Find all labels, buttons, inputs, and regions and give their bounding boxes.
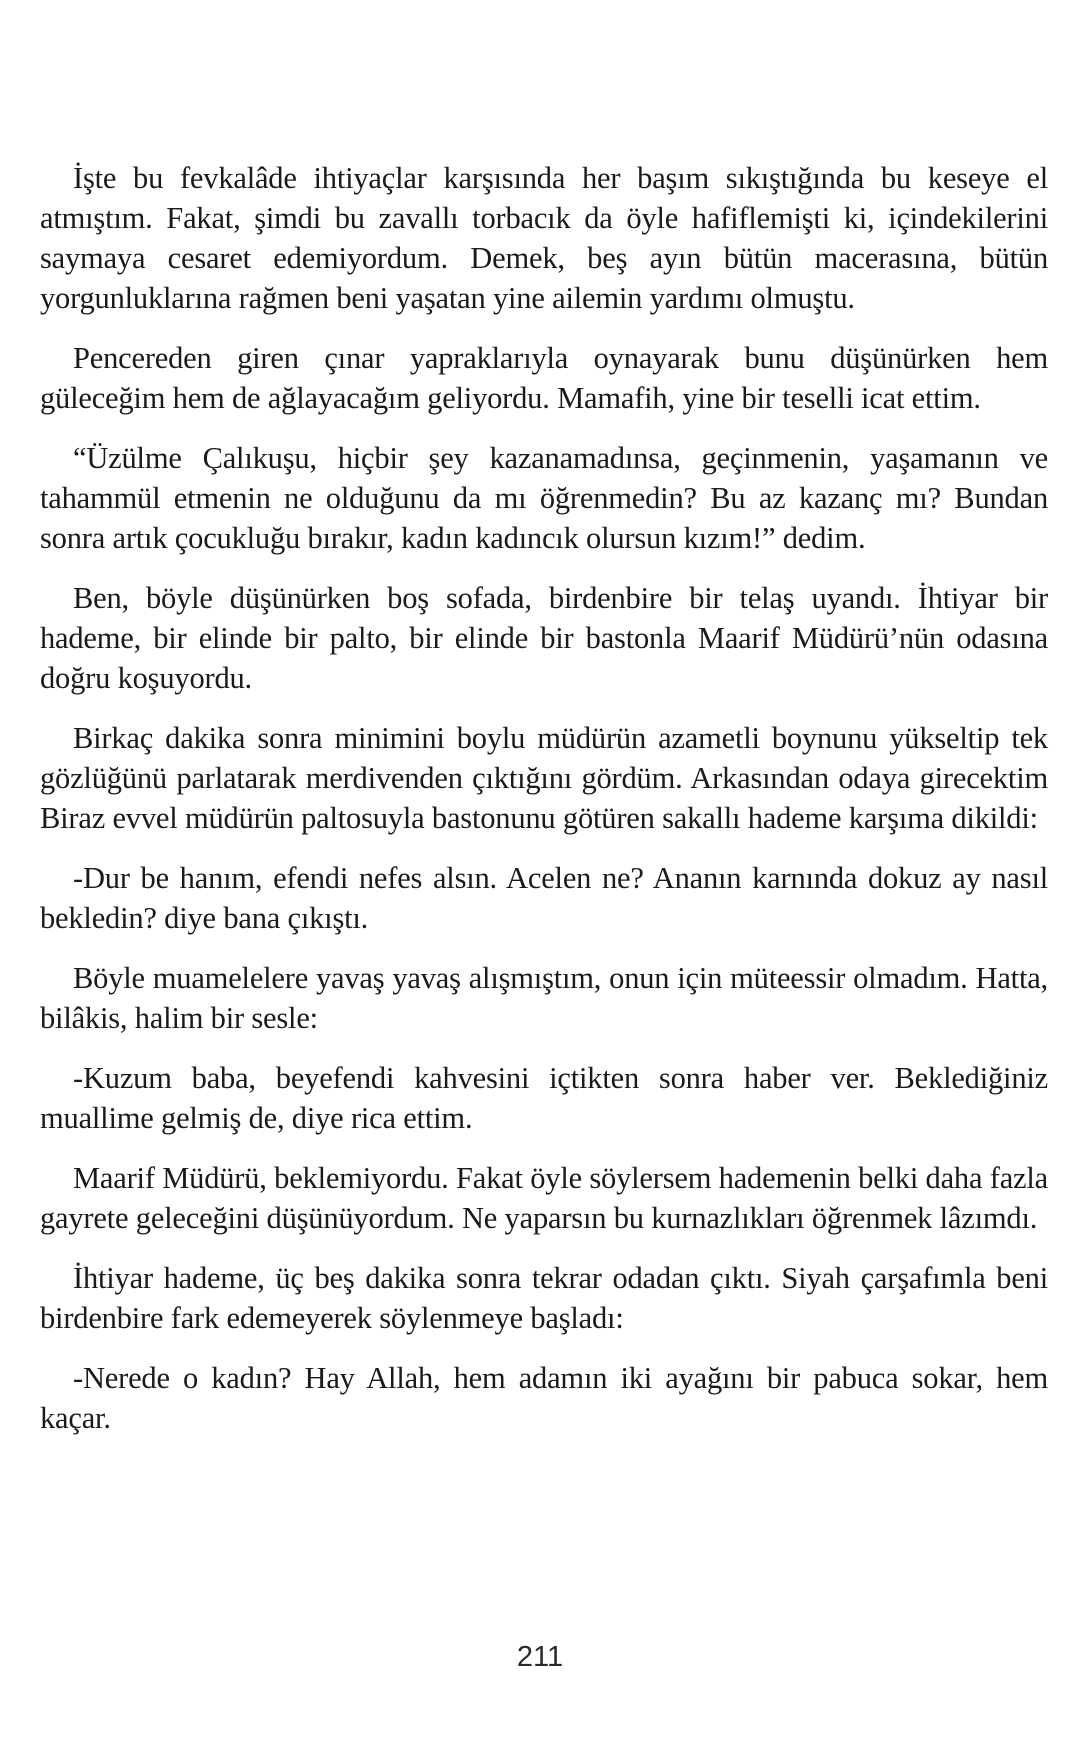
paragraph: -Dur be hanım, efendi nefes alsın. Acelen ne? Ananın karnında dokuz ay nasıl bekledin? diye bana çıkıştı. xyxy=(40,861,1048,935)
page-number: 211 xyxy=(516,1641,564,1673)
paragraph: “Üzülme Çalıkuşu, hiçbir şey kazanamadınsa, geçinmenin, yaşamanın ve tahammül etmenin ne olduğunu da mı öğrenmedin? Bu az kazanç mı? Bundan sonra artık çocukluğu bırakır, kadın kadıncık olursun kızım!” dedim. xyxy=(40,441,1048,555)
paragraph: Böyle muamelelere yavaş yavaş alışmıştım, onun için müteessir olmadım. Hatta, bilâkis, halim bir sesle: xyxy=(40,961,1048,1035)
paragraph: -Kuzum baba, beyefendi kahvesini içtikten sonra haber ver. Beklediğiniz muallime gelmiş de, diye rica ettim. xyxy=(40,1061,1048,1135)
page-body xyxy=(40,158,1048,1458)
paragraph: Pencereden giren çınar yapraklarıyla oynayarak bunu düşünürken hem güleceğim hem de ağlayacağım geliyordu. Mamafih, yine bir teselli icat ettim. xyxy=(40,341,1048,415)
paragraph: Birkaç dakika sonra minimini boylu müdürün azametli boynunu yükseltip tek gözlüğünü parlatarak merdivenden çıktığını gördüm. Arkasından odaya girecektim Biraz evvel müdürün paltosuyla bastonunu götüren sakallı hademe karşıma dikildi: xyxy=(40,721,1048,835)
paragraph: İşte bu fevkalâde ihtiyaçlar karşısında her başım sıkıştığında bu keseye el atmıştım. Fakat, şimdi bu zavallı torbacık da öyle hafiflemişti ki, içindekilerini saymaya cesaret edemiyordum. Demek, beş ayın bütün macerasına, bütün yorgunluklarına rağmen beni yaşatan yine ailemin yardımı olmuştu. xyxy=(40,161,1048,315)
paragraph: -Nerede o kadın? Hay Allah, hem adamın iki ayağını bir pabuca sokar, hem kaçar. xyxy=(40,1361,1048,1435)
paragraph: Ben, böyle düşünürken boş sofada, birdenbire bir telaş uyandı. İhtiyar bir hademe, bir elinde bir palto, bir elinde bir bastonla Maarif Müdürü’nün odasına doğru koşuyordu. xyxy=(40,581,1048,695)
paragraph: Maarif Müdürü, beklemiyordu. Fakat öyle söylersem hademenin belki daha fazla gayrete geleceğini düşünüyordum. Ne yaparsın bu kurnazlıkları öğrenmek lâzımdı. xyxy=(40,1161,1048,1235)
paragraph: İhtiyar hademe, üç beş dakika sonra tekrar odadan çıktı. Siyah çarşafımla beni birdenbire fark edemeyerek söylenmeye başladı: xyxy=(40,1261,1048,1335)
